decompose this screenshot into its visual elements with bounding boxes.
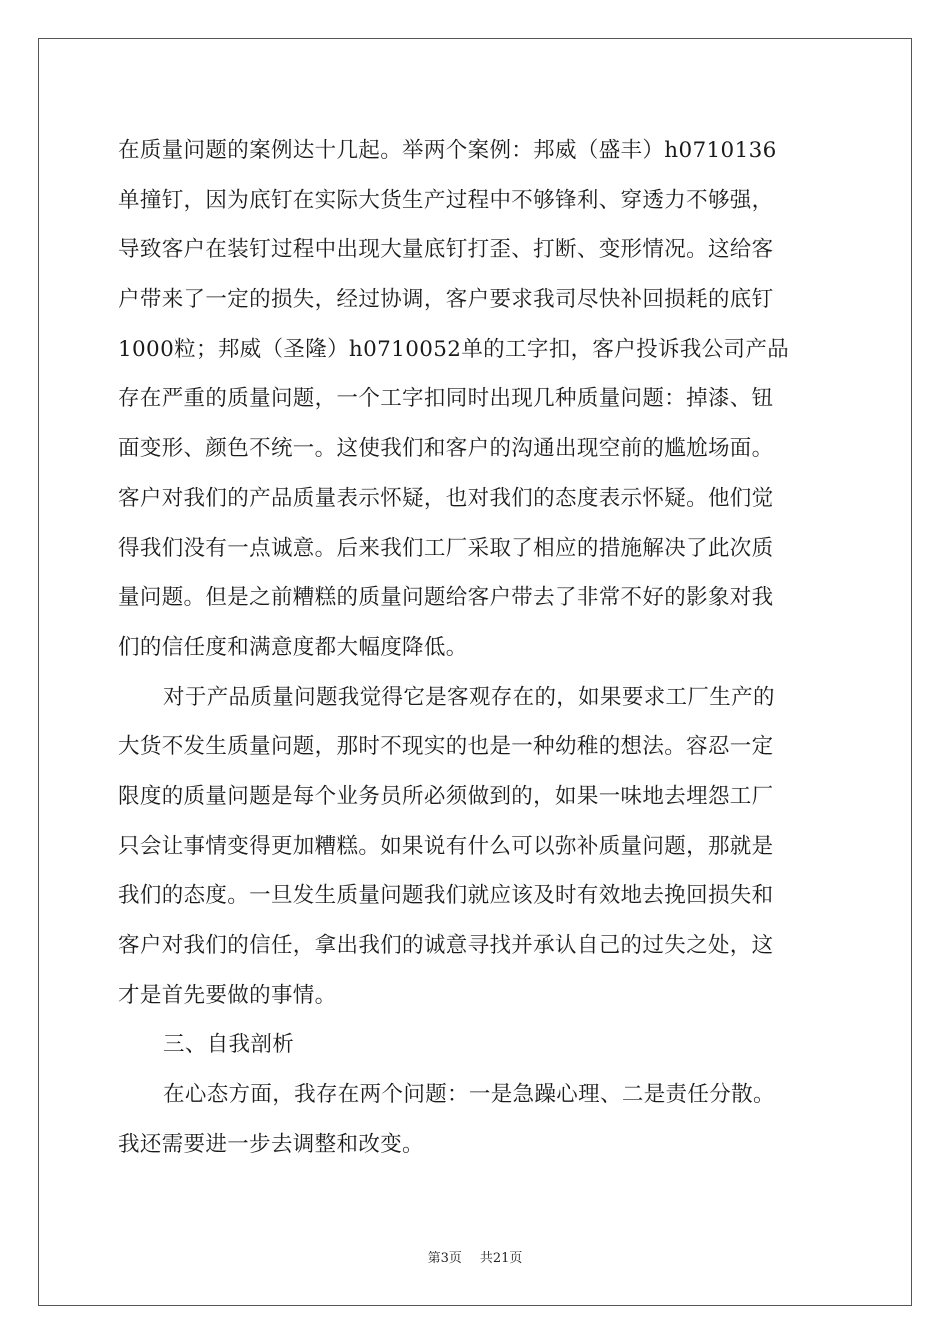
text-line: 限度的质量问题是每个业务员所必须做到的，如果一味地去埋怨工厂 — [118, 783, 774, 809]
text-line: 在质量问题的案例达十几起。举两个案例：邦威（盛丰）h0710136 — [118, 138, 777, 163]
paragraph-start-line: 在心态方面，我存在两个问题：一是急躁心理、二是责任分散。 — [163, 1082, 775, 1108]
document-body — [118, 126, 834, 1169]
page-number: 第3页 — [427, 1251, 462, 1266]
text-line: 单撞钉，因为底钉在实际大货生产过程中不够锋利、穿透力不够强， — [118, 187, 774, 213]
text-line: 得我们没有一点诚意。后来我们工厂采取了相应的措施解决了此次质 — [118, 535, 774, 561]
text-line: 导致客户在装钉过程中出现大量底钉打歪、打断、变形情况。这给客 — [118, 237, 774, 263]
text-line: 客户对我们的产品质量表示怀疑，也对我们的态度表示怀疑。他们觉 — [118, 485, 774, 511]
text-line: 存在严重的质量问题，一个工字扣同时出现几种质量问题：掉漆、钮 — [118, 386, 774, 412]
text-line: 1000粒；邦威（圣隆）h0710052单的工字扣，客户投诉我公司产品 — [118, 336, 790, 362]
text-line: 面变形、颜色不统一。这使我们和客户的沟通出现空前的尴尬场面。 — [118, 436, 774, 462]
section-heading: 三、自我剖析 — [163, 1032, 295, 1058]
text-line: 大货不发生质量问题，那时不现实的也是一种幼稚的想法。容忍一定 — [118, 734, 774, 760]
text-line: 我还需要进一步去调整和改变。 — [118, 1131, 424, 1157]
text-line: 只会让事情变得更加糟糕。如果说有什么可以弥补质量问题，那就是 — [118, 833, 774, 859]
paragraph-start-line: 对于产品质量问题我觉得它是客观存在的，如果要求工厂生产的 — [163, 684, 775, 710]
text-line: 我们的态度。一旦发生质量问题我们就应该及时有效地去挽回损失和 — [118, 883, 774, 909]
text-line: 才是首先要做的事情。 — [118, 982, 337, 1008]
text-line: 户带来了一定的损失，经过协调，客户要求我司尽快补回损耗的底钉 — [118, 287, 774, 313]
text-line: 客户对我们的信任，拿出我们的诚意寻找并承认自己的过失之处，这 — [118, 933, 774, 958]
page-footer — [0, 1247, 950, 1266]
page-total: 共21页 — [479, 1251, 523, 1266]
text-line: 量问题。但是之前糟糕的质量问题给客户带去了非常不好的影象对我 — [118, 585, 774, 611]
text-line: 们的信任度和满意度都大幅度降低。 — [118, 634, 468, 660]
